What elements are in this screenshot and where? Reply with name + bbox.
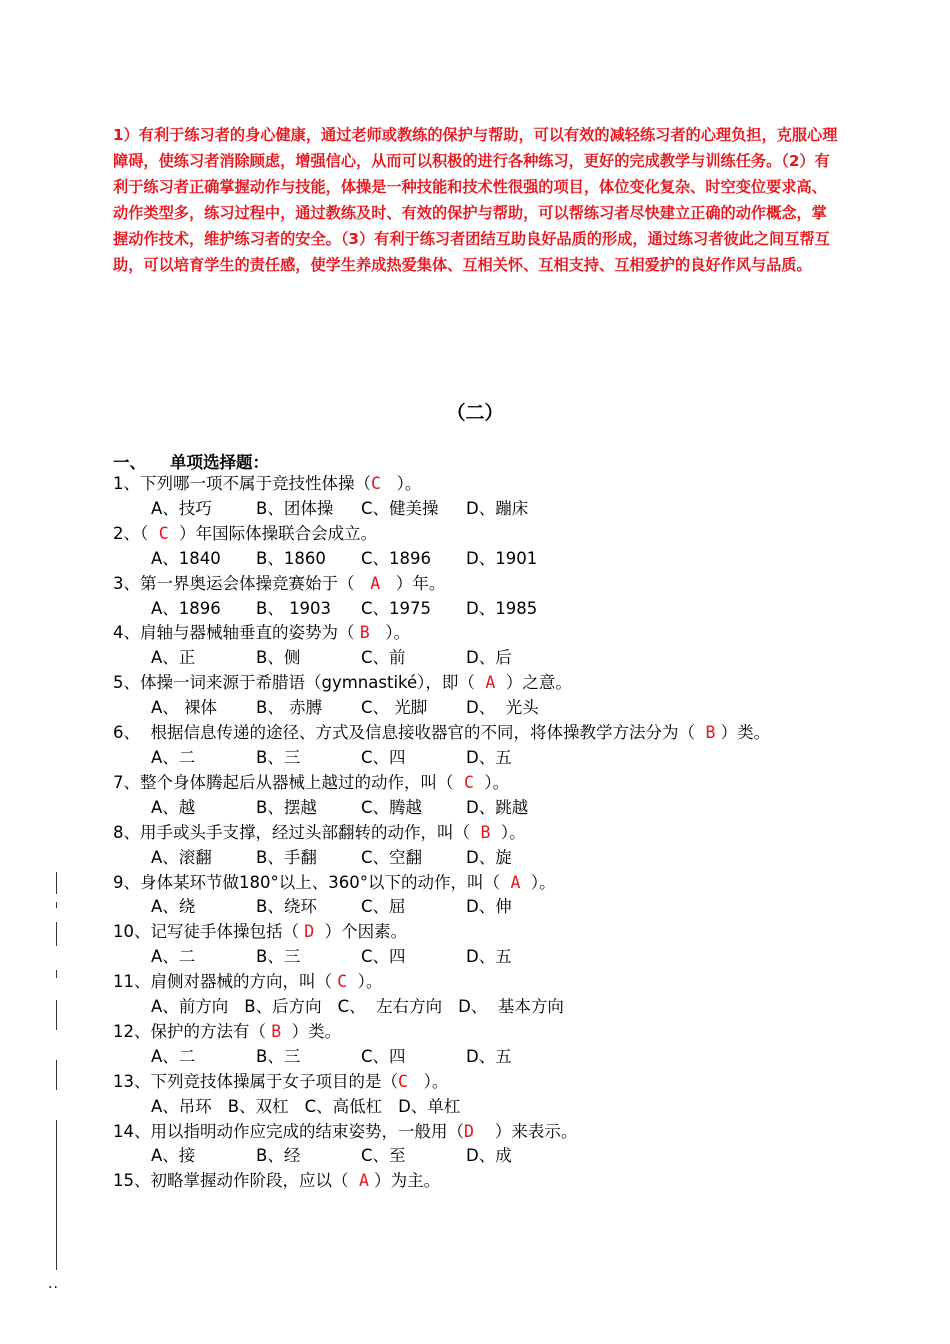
option-text: C、空翻 bbox=[361, 847, 423, 867]
question-item bbox=[113, 871, 843, 896]
footer-dots: .. bbox=[48, 1276, 59, 1292]
heading-number: 一、 bbox=[113, 453, 146, 472]
question-text: 12、保护的方法有（ bbox=[113, 1021, 272, 1041]
question-text: 10、记写徒手体操包括（ bbox=[113, 922, 305, 942]
option-text: C、四 bbox=[361, 947, 406, 967]
question-text: ）为主。 bbox=[368, 1171, 441, 1191]
option-text: B、团体操 bbox=[256, 498, 334, 518]
question-text: ）年国际体操联合会成立。 bbox=[168, 523, 378, 543]
question-text: 8、用手或头手支撑，经过头部翻转的动作，叫（ bbox=[113, 822, 481, 842]
option-text: A、正 bbox=[151, 648, 196, 668]
question-text: ）类。 bbox=[715, 723, 771, 743]
question-text: ）。 bbox=[473, 772, 510, 792]
option-text: B、 赤膊 bbox=[256, 698, 323, 718]
option-text: A、前方向 bbox=[151, 997, 229, 1017]
answer-letter: B bbox=[480, 822, 491, 842]
question-item bbox=[113, 522, 843, 547]
option-text: D、1985 bbox=[466, 598, 538, 618]
question-text: 13、下列竞技体操属于女子项目的是（ bbox=[113, 1071, 398, 1091]
option-text: D、旋 bbox=[466, 847, 512, 867]
option-text: A、二 bbox=[151, 947, 196, 967]
option-text: B、绕环 bbox=[256, 897, 317, 917]
question-text: 1、下列哪一项不属于竞技性体操（ bbox=[113, 474, 371, 493]
option-text: A、越 bbox=[151, 797, 196, 817]
option-row bbox=[113, 796, 843, 821]
option-text: D、五 bbox=[466, 1046, 512, 1066]
option-row bbox=[113, 895, 843, 920]
option-text: B、1860 bbox=[256, 548, 326, 568]
option-text: D、1901 bbox=[466, 548, 538, 568]
option-text: B、双杠 bbox=[227, 1096, 289, 1116]
option-text: D、跳越 bbox=[466, 797, 529, 817]
option-text: A、 裸体 bbox=[151, 698, 218, 718]
option-text: C、健美操 bbox=[361, 498, 439, 518]
question-item bbox=[113, 1070, 843, 1095]
option-text: C、1896 bbox=[361, 548, 432, 568]
option-text: A、二 bbox=[151, 747, 196, 767]
option-text: A、滚翻 bbox=[151, 847, 212, 867]
question-item bbox=[113, 821, 843, 846]
question-section-heading bbox=[113, 449, 269, 473]
option-text: A、1896 bbox=[151, 598, 221, 618]
option-text: C、屈 bbox=[361, 897, 406, 917]
question-item bbox=[113, 970, 843, 995]
option-row bbox=[113, 1144, 843, 1169]
option-text: C、前 bbox=[361, 648, 406, 668]
option-text: A、绕 bbox=[151, 897, 196, 917]
answer-letter: B bbox=[359, 623, 370, 643]
question-text: ）年。 bbox=[380, 573, 446, 593]
option-text: B、后方向 bbox=[244, 997, 322, 1017]
option-row bbox=[113, 1045, 843, 1070]
option-text: D、五 bbox=[466, 747, 512, 767]
option-text: C、高低杠 bbox=[304, 1096, 383, 1116]
option-row bbox=[113, 846, 843, 871]
question-text: ）。 bbox=[369, 623, 411, 643]
question-text: 5、体操一词来源于希腊语（gymnastiké），即（ bbox=[113, 673, 486, 693]
question-text: ）。 bbox=[520, 872, 556, 892]
option-text: C、腾越 bbox=[361, 797, 423, 817]
option-text: A、接 bbox=[151, 1146, 196, 1166]
answer-letter: C bbox=[371, 474, 381, 493]
question-item bbox=[113, 472, 843, 497]
option-row bbox=[113, 945, 843, 970]
option-text: B、摆越 bbox=[256, 797, 317, 817]
option-text: C、 光脚 bbox=[361, 698, 428, 718]
option-text: A、技巧 bbox=[151, 498, 212, 518]
option-text: A、吊环 bbox=[151, 1096, 212, 1116]
answer-letter: A bbox=[370, 573, 381, 593]
answer-letter: D bbox=[464, 1121, 474, 1141]
question-item bbox=[113, 721, 843, 746]
margin-line bbox=[56, 1000, 57, 1030]
answer-letter: C bbox=[337, 972, 348, 992]
option-row bbox=[113, 597, 843, 622]
question-text: 11、肩侧对器械的方向，叫（ bbox=[113, 972, 338, 992]
answer-letter: B bbox=[705, 723, 716, 743]
question-list bbox=[113, 472, 843, 1194]
answer-letter: C bbox=[398, 1071, 408, 1091]
question-text: ）。 bbox=[380, 474, 422, 493]
option-row bbox=[113, 497, 843, 522]
question-text: ）。 bbox=[490, 822, 526, 842]
option-text: C、四 bbox=[361, 1046, 406, 1066]
option-text: C、四 bbox=[361, 747, 406, 767]
question-text: ）类。 bbox=[281, 1021, 342, 1041]
question-text: ）。 bbox=[347, 972, 383, 992]
option-row bbox=[113, 746, 843, 771]
margin-line bbox=[56, 872, 57, 894]
option-text: B、手翻 bbox=[256, 847, 317, 867]
option-row bbox=[113, 1095, 843, 1120]
answer-paragraph: 1）有利于练习者的身心健康，通过老师或教练的保护与帮助，可以有效的减轻练习者的心理负担，克服心理障碍，使练习者消除顾虑，增强信心，从而可以积极的进行各种练习，更好的完成教学与训练任务。（2）有利于练习者正确掌握动作与技能，体操是一种技能和技术性很强的项目，体位变化复杂、时空变位要求高、动作类型多，练习过程中，通过教练及时、有效的保护与帮助，可以帮练习者尽快建立正确的动作概念，掌握动作技术，维护练习者的安全。（3）有利于练习者团结互助良好品质的形成，通过练习者彼此之间互帮互助，可以培育学生的责任感，使学生养成热爱集体、互相关怀、互相支持、互相爱护的良好作风与品质。 bbox=[113, 126, 838, 274]
option-row bbox=[113, 646, 843, 671]
question-text: 15、初略掌握动作阶段，应以（ bbox=[113, 1171, 359, 1191]
option-text: C、1975 bbox=[361, 598, 432, 618]
answer-letter: A bbox=[510, 872, 521, 892]
heading-text: 单项选择题： bbox=[170, 453, 269, 472]
option-text: D、 基本方向 bbox=[458, 997, 564, 1017]
answer-letter: A bbox=[485, 673, 496, 693]
question-text: 14、用以指明动作应完成的结束姿势，一般用（ bbox=[113, 1121, 464, 1141]
margin-line bbox=[56, 922, 57, 946]
option-text: B、三 bbox=[256, 1046, 301, 1066]
answer-letter: A bbox=[359, 1171, 369, 1191]
question-text: ）来表示。 bbox=[473, 1121, 578, 1141]
answer-letter: B bbox=[271, 1021, 282, 1041]
question-item bbox=[113, 1120, 843, 1145]
margin-line bbox=[56, 902, 57, 908]
option-text: D、蹦床 bbox=[466, 498, 529, 518]
option-text: D、伸 bbox=[466, 897, 512, 917]
option-text: A、1840 bbox=[151, 548, 221, 568]
option-text: D、单杠 bbox=[398, 1096, 461, 1116]
option-text: B、三 bbox=[256, 747, 301, 767]
question-item bbox=[113, 920, 843, 945]
question-text: ）之意。 bbox=[495, 673, 572, 693]
option-text: B、经 bbox=[256, 1146, 301, 1166]
option-text: D、后 bbox=[466, 648, 512, 668]
option-row bbox=[113, 696, 843, 721]
question-text: ）。 bbox=[407, 1071, 449, 1091]
option-row bbox=[113, 547, 843, 572]
margin-line bbox=[56, 1120, 57, 1270]
answer-letter: C bbox=[464, 772, 474, 792]
option-text: B、 1903 bbox=[256, 598, 332, 618]
option-row bbox=[113, 995, 843, 1020]
question-text: 4、肩轴与器械轴垂直的姿势为（ bbox=[113, 623, 360, 643]
option-text: C、 左右方向 bbox=[337, 997, 443, 1017]
margin-line bbox=[56, 1060, 57, 1090]
answer-letter: C bbox=[158, 523, 169, 543]
question-item bbox=[113, 1020, 843, 1045]
margin-line bbox=[56, 970, 57, 978]
option-text: D、成 bbox=[466, 1146, 512, 1166]
question-item bbox=[113, 572, 843, 597]
question-text: 6、 根据信息传递的途径、方式及信息接收器官的不同，将体操教学方法分为（ bbox=[113, 723, 706, 743]
option-text: A、二 bbox=[151, 1046, 196, 1066]
option-text: C、至 bbox=[361, 1146, 406, 1166]
question-text: 7、整个身体腾起后从器械上越过的动作，叫（ bbox=[113, 772, 464, 792]
question-text: ）个因素。 bbox=[314, 922, 408, 942]
question-item bbox=[113, 671, 843, 696]
section-title: （二） bbox=[446, 402, 504, 424]
answer-letter: D bbox=[304, 922, 315, 942]
question-text: 9、身体某环节做180°以上、360°以下的动作，叫（ bbox=[113, 872, 511, 892]
option-text: B、三 bbox=[256, 947, 301, 967]
option-text: B、侧 bbox=[256, 648, 301, 668]
question-text: 3、第一界奥运会体操竞赛始于（ bbox=[113, 573, 371, 593]
question-text: 2、（ bbox=[113, 523, 159, 543]
option-text: D、五 bbox=[466, 947, 512, 967]
option-text: D、 光头 bbox=[466, 698, 539, 718]
question-item bbox=[113, 621, 843, 646]
question-item bbox=[113, 1169, 843, 1194]
question-item bbox=[113, 771, 843, 796]
